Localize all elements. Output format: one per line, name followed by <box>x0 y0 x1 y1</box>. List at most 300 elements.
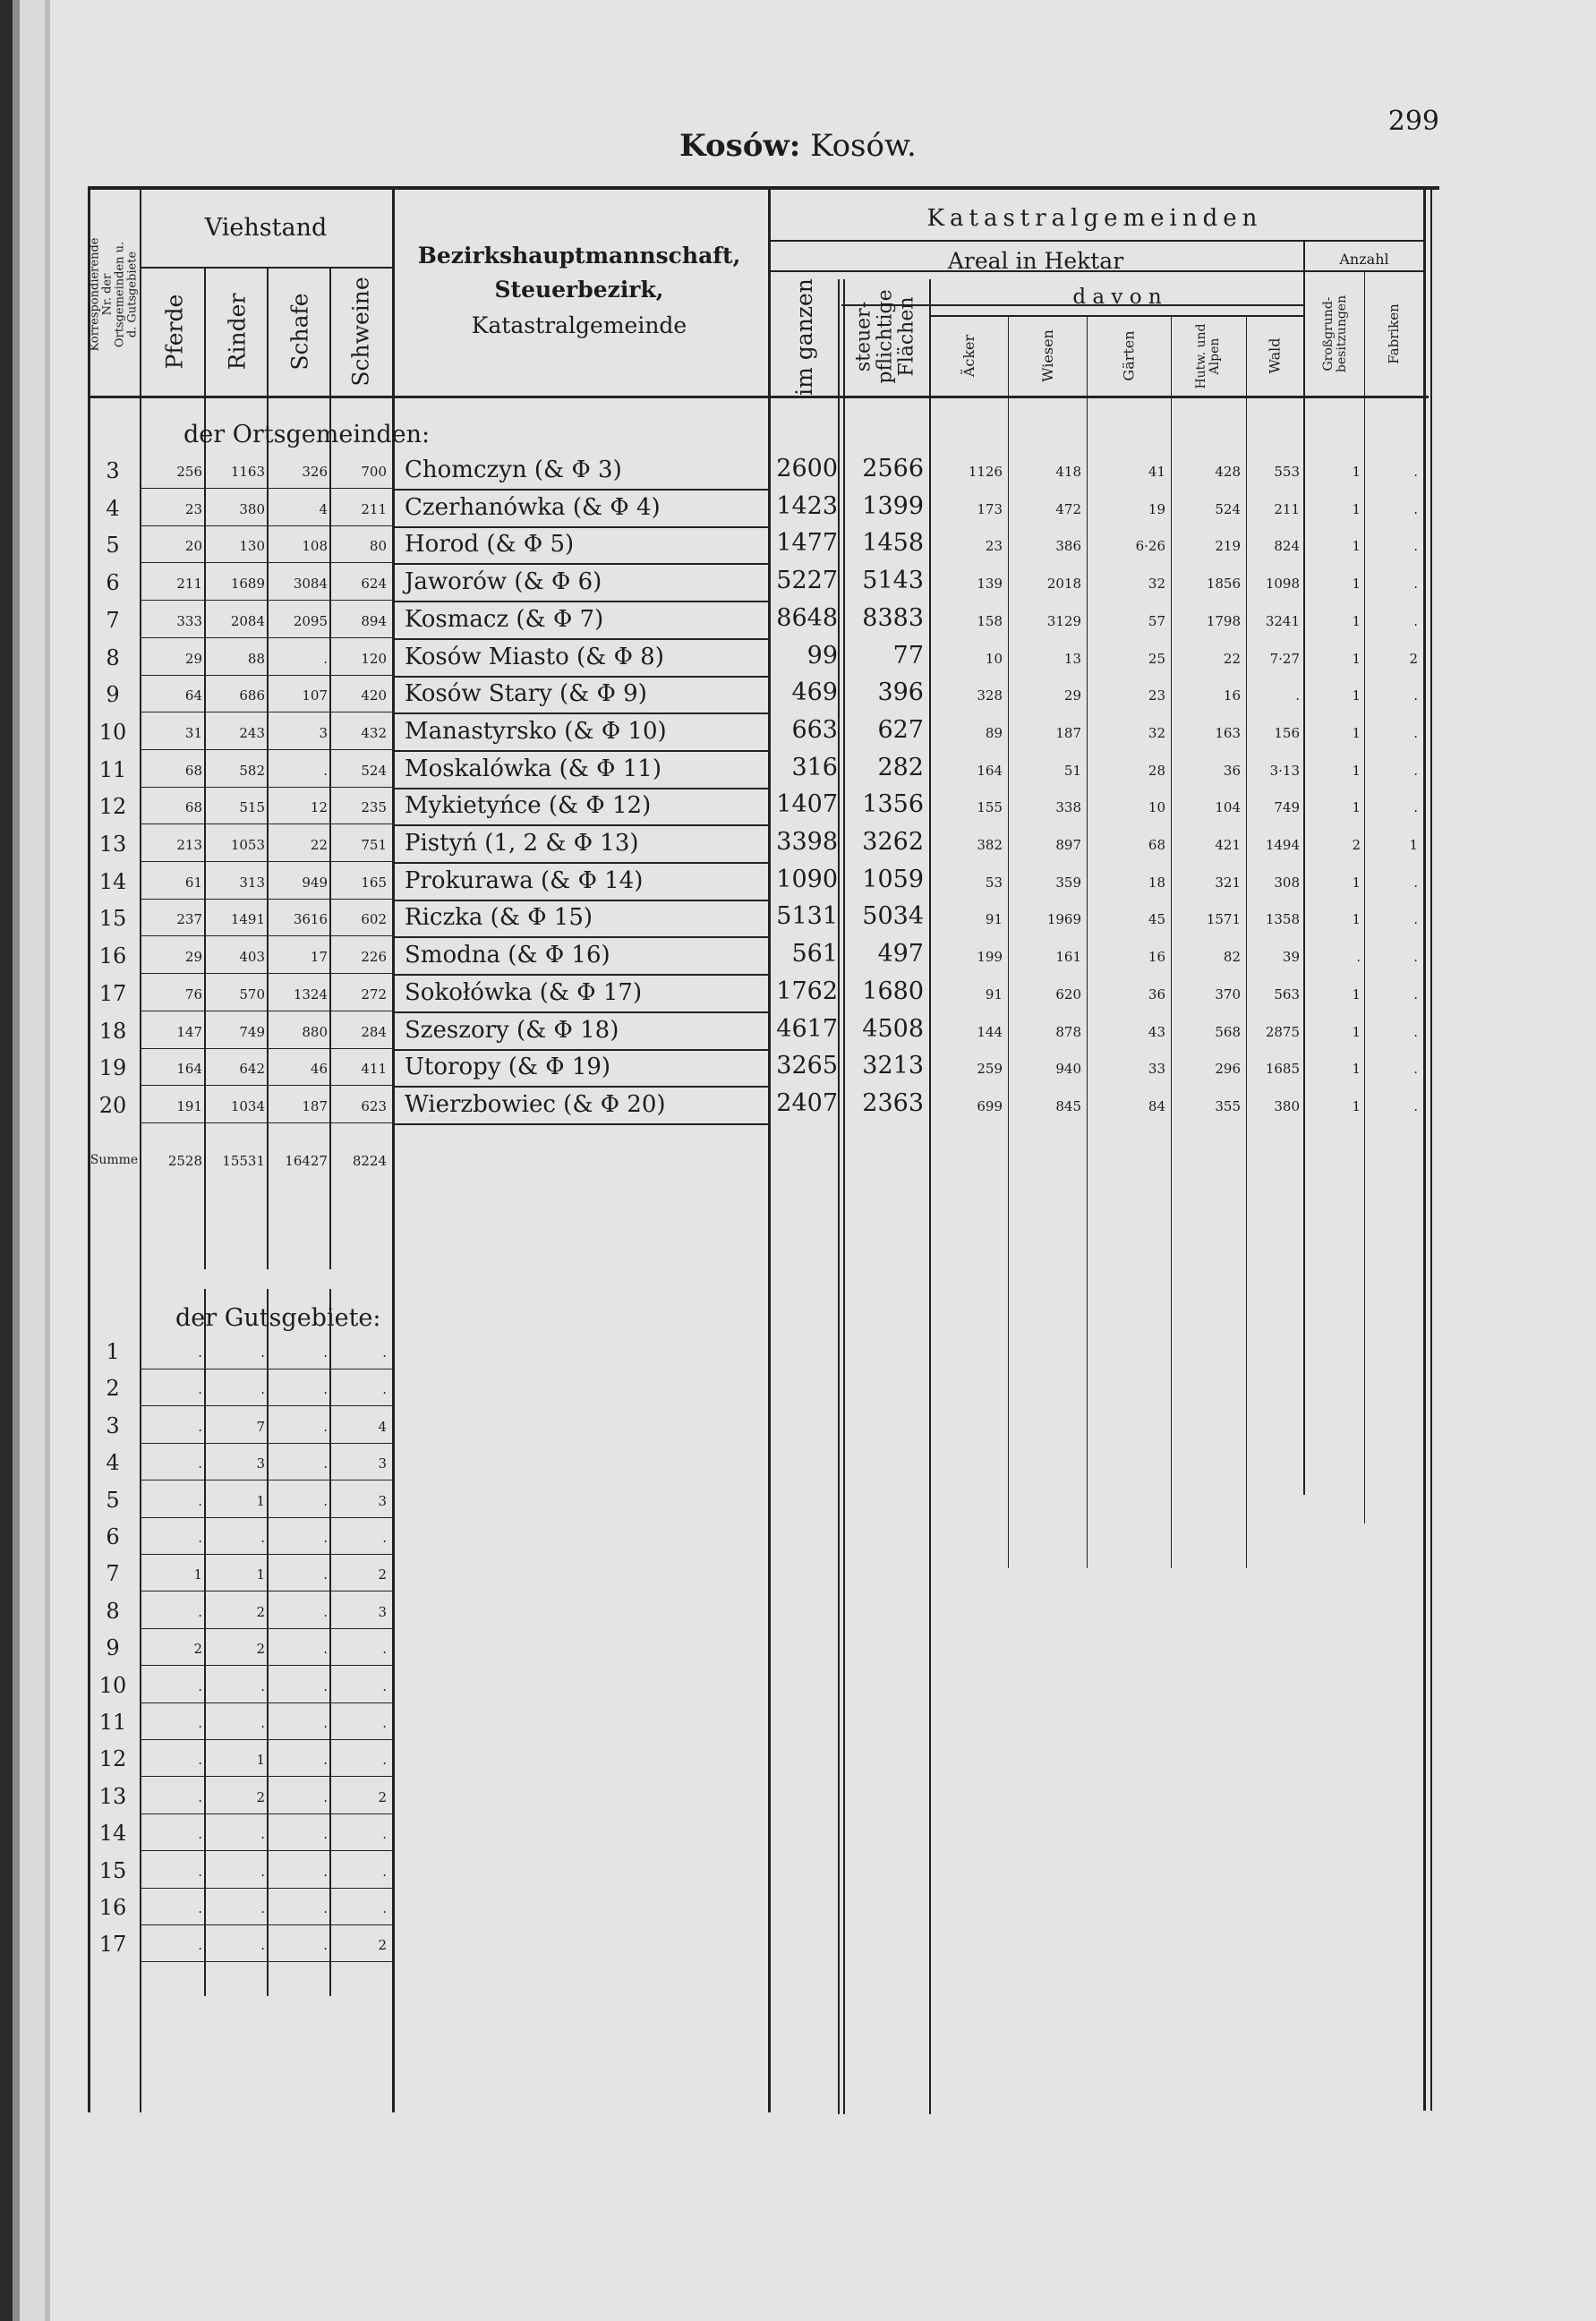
guts-schafe: . <box>323 1789 328 1805</box>
areal-im_ganzen: 469 <box>791 678 838 706</box>
viehstand-pferde: 68 <box>184 799 202 815</box>
katastralgemeinde-name: Prokurawa (& Φ 14) <box>405 867 644 894</box>
areal-acker: 259 <box>977 1061 1003 1077</box>
row-rule <box>394 1049 768 1051</box>
guts-schweine: . <box>382 1826 387 1842</box>
areal-steuer: 5143 <box>862 567 924 594</box>
row-number: 6 <box>106 570 120 595</box>
section-ortsgemeinden: der Ortsgemeinden: <box>183 421 431 448</box>
guts-schweine: 4 <box>378 1419 387 1435</box>
guts-row-number: 15 <box>98 1858 127 1883</box>
katastralgemeinde-name: Chomczyn (& Φ 3) <box>405 457 622 483</box>
guts-rinder: . <box>260 1678 265 1694</box>
areal-wiesen: 620 <box>1055 986 1081 1003</box>
areal-wiesen: 51 <box>1063 763 1081 779</box>
guts-row-number: 9 <box>106 1635 120 1660</box>
areal-wiesen: 878 <box>1055 1024 1081 1040</box>
guts-pferde: . <box>198 1493 202 1509</box>
guts-row-number: 3 <box>106 1413 120 1438</box>
viehstand-schafe: 46 <box>310 1061 328 1077</box>
areal-fabriken: . <box>1413 613 1418 629</box>
row-number: 18 <box>98 1019 127 1044</box>
viehstand-schafe: 1324 <box>293 986 328 1003</box>
viehstand-schafe: . <box>323 763 328 779</box>
areal-acker: 328 <box>977 687 1003 704</box>
viehstand-schweine: 235 <box>361 799 387 815</box>
guts-schweine: . <box>382 1344 387 1361</box>
guts-pferde: . <box>198 1455 202 1472</box>
areal-wald: 553 <box>1274 464 1300 480</box>
guts-pferde: . <box>198 1678 202 1694</box>
guts-row-number: 7 <box>106 1561 120 1586</box>
areal-acker: 1126 <box>968 464 1003 480</box>
areal-gross: 1 <box>1352 464 1361 480</box>
viehstand-pferde: 147 <box>176 1024 202 1040</box>
areal-wiesen: 338 <box>1055 799 1081 815</box>
viehstand-schweine: 751 <box>361 837 387 853</box>
areal-fabriken: . <box>1413 538 1418 554</box>
row-number: 15 <box>98 906 127 931</box>
katastralgemeinde-name: Manastyrsko (& Φ 10) <box>405 718 667 745</box>
areal-im_ganzen: 99 <box>807 642 838 670</box>
viehstand-pferde: 164 <box>176 1061 202 1077</box>
header-schweine: Schweine <box>347 276 374 387</box>
book-binding <box>0 0 45 2321</box>
guts-schafe: . <box>323 1566 328 1583</box>
guts-schweine: 3 <box>378 1455 387 1472</box>
viehstand-pferde: 64 <box>184 687 202 704</box>
row-number: 5 <box>106 533 120 558</box>
viehstand-schafe: 3616 <box>293 911 328 927</box>
row-number: 20 <box>98 1093 127 1118</box>
areal-acker: 158 <box>977 613 1003 629</box>
summe-pferde: 2528 <box>167 1153 202 1169</box>
katastralgemeinde-name: Riczka (& Φ 15) <box>405 904 593 931</box>
areal-hutw: 219 <box>1215 538 1241 554</box>
guts-schafe: . <box>323 1530 328 1546</box>
areal-gaerten: 25 <box>1148 651 1165 667</box>
row-number: 13 <box>98 832 127 857</box>
areal-acker: 164 <box>977 763 1003 779</box>
viehstand-rinder: 686 <box>239 687 265 704</box>
areal-wald: 563 <box>1274 986 1300 1003</box>
areal-wald: 1494 <box>1265 837 1300 853</box>
areal-steuer: 4508 <box>862 1015 924 1043</box>
areal-gaerten: 19 <box>1148 501 1165 517</box>
header-wald: Wald <box>1266 337 1284 374</box>
summe-label: Summe <box>90 1153 139 1167</box>
row-rule <box>140 562 392 563</box>
areal-im_ganzen: 2407 <box>776 1089 838 1117</box>
viehstand-pferde: 23 <box>184 501 202 517</box>
areal-wald: 7·27 <box>1269 651 1300 667</box>
row-rule <box>394 1011 768 1013</box>
viehstand-schafe: 949 <box>302 875 328 891</box>
row-number: 4 <box>106 496 120 521</box>
areal-im_ganzen: 1762 <box>776 977 838 1005</box>
viehstand-rinder: 1689 <box>230 576 265 592</box>
header-gaerten: Gärten <box>1120 330 1138 381</box>
rule <box>392 188 395 2112</box>
guts-schafe: . <box>323 1864 328 1880</box>
viehstand-rinder: 642 <box>239 1061 265 1077</box>
viehstand-schweine: 432 <box>361 725 387 741</box>
katastralgemeinde-name: Czerhanówka (& Φ 4) <box>405 494 661 521</box>
guts-schweine: . <box>382 1678 387 1694</box>
guts-schafe: . <box>323 1752 328 1768</box>
areal-fabriken: . <box>1413 986 1418 1003</box>
guts-rinder: . <box>260 1381 265 1397</box>
areal-steuer: 1356 <box>862 790 924 818</box>
katastralgemeinde-name: Jaworów (& Φ 6) <box>405 568 602 595</box>
row-rule <box>140 1888 392 1889</box>
guts-row-number: 14 <box>98 1821 127 1846</box>
areal-gross: 2 <box>1352 837 1361 853</box>
guts-row-number: 10 <box>98 1673 127 1698</box>
areal-wiesen: 359 <box>1055 875 1081 891</box>
areal-im_ganzen: 5131 <box>776 902 838 930</box>
areal-wald: 308 <box>1274 875 1300 891</box>
guts-schweine: . <box>382 1641 387 1657</box>
areal-acker: 139 <box>977 576 1003 592</box>
areal-steuer: 3213 <box>862 1052 924 1079</box>
row-rule <box>140 637 392 638</box>
viehstand-rinder: 313 <box>239 875 265 891</box>
areal-hutw: 82 <box>1223 949 1241 965</box>
row-rule <box>140 1443 392 1444</box>
areal-gross: 1 <box>1352 1098 1361 1114</box>
areal-acker: 91 <box>985 911 1003 927</box>
viehstand-schafe: 880 <box>302 1024 328 1040</box>
areal-acker: 699 <box>977 1098 1003 1114</box>
guts-rinder: . <box>260 1715 265 1731</box>
areal-steuer: 2566 <box>862 455 924 482</box>
viehstand-rinder: 88 <box>247 651 265 667</box>
areal-acker: 23 <box>985 538 1003 554</box>
row-rule <box>140 1665 392 1666</box>
row-number: 14 <box>98 869 127 894</box>
areal-wiesen: 386 <box>1055 538 1081 554</box>
viehstand-rinder: 570 <box>239 986 265 1003</box>
areal-fabriken: . <box>1413 875 1418 891</box>
guts-row-number: 2 <box>106 1376 120 1401</box>
row-rule <box>394 563 768 565</box>
areal-steuer: 8383 <box>862 604 924 632</box>
katastralgemeinde-name: Horod (& Φ 5) <box>405 531 575 558</box>
areal-fabriken: . <box>1413 1024 1418 1040</box>
viehstand-pferde: 213 <box>176 837 202 853</box>
areal-im_ganzen: 1090 <box>776 866 838 893</box>
rule <box>838 279 840 2114</box>
areal-wald: 3241 <box>1265 613 1300 629</box>
guts-rinder: 3 <box>256 1455 265 1472</box>
areal-acker: 173 <box>977 501 1003 517</box>
header-im-ganzen: im ganzen <box>790 277 817 396</box>
row-rule <box>394 936 768 938</box>
page-title: Kosów: Kosów. <box>679 128 917 164</box>
areal-hutw: 355 <box>1215 1098 1241 1114</box>
rule <box>88 186 1439 190</box>
row-rule <box>394 601 768 602</box>
guts-schafe: . <box>323 1715 328 1731</box>
guts-pferde: . <box>198 1789 202 1805</box>
rule <box>1364 270 1365 1523</box>
viehstand-schweine: 623 <box>361 1098 387 1114</box>
viehstand-rinder: 2084 <box>230 613 265 629</box>
viehstand-schafe: 4 <box>319 501 328 517</box>
areal-gaerten: 18 <box>1148 875 1165 891</box>
areal-gross: 1 <box>1352 875 1361 891</box>
areal-fabriken: . <box>1413 763 1418 779</box>
viehstand-rinder: 582 <box>239 763 265 779</box>
guts-schafe: . <box>323 1344 328 1361</box>
header-steuerpflichtig: steuer- pflichtige Flächen <box>853 289 918 384</box>
guts-schafe: . <box>323 1493 328 1509</box>
guts-schweine: . <box>382 1381 387 1397</box>
areal-hutw: 370 <box>1215 986 1241 1003</box>
row-number: 11 <box>98 757 127 782</box>
guts-row-number: 6 <box>106 1524 120 1549</box>
areal-wiesen: 940 <box>1055 1061 1081 1077</box>
row-number: 10 <box>98 720 127 745</box>
viehstand-rinder: 1053 <box>230 837 265 853</box>
guts-schafe: . <box>323 1604 328 1620</box>
viehstand-pferde: 68 <box>184 763 202 779</box>
row-rule <box>140 1048 392 1049</box>
areal-steuer: 2363 <box>862 1089 924 1117</box>
areal-im_ganzen: 3398 <box>776 828 838 856</box>
row-rule <box>394 1123 768 1125</box>
areal-wald: 2875 <box>1265 1024 1300 1040</box>
areal-im_ganzen: 1477 <box>776 529 838 557</box>
areal-im_ganzen: 5227 <box>776 567 838 594</box>
summe-schweine: 8224 <box>352 1153 387 1169</box>
areal-steuer: 1458 <box>862 529 924 557</box>
guts-rinder: 2 <box>256 1789 265 1805</box>
viehstand-schafe: 22 <box>310 837 328 853</box>
areal-wald: 156 <box>1274 725 1300 741</box>
rule <box>140 188 141 2112</box>
header-viehstand: Viehstand <box>204 214 328 242</box>
viehstand-schafe: . <box>323 651 328 667</box>
areal-wald: 39 <box>1282 949 1300 965</box>
katastralgemeinde-name: Pistyń (1, 2 & Φ 13) <box>405 830 639 857</box>
guts-pferde: . <box>198 1752 202 1768</box>
areal-wiesen: 418 <box>1055 464 1081 480</box>
row-rule <box>394 713 768 714</box>
header-bezirk-1: Bezirkshauptmannschaft, <box>417 243 741 269</box>
areal-gross: 1 <box>1352 911 1361 927</box>
areal-fabriken: . <box>1413 687 1418 704</box>
viehstand-pferde: 211 <box>176 576 202 592</box>
row-rule <box>140 600 392 601</box>
areal-gaerten: 57 <box>1148 613 1165 629</box>
areal-gross: 1 <box>1352 651 1361 667</box>
areal-fabriken: . <box>1413 501 1418 517</box>
header-korrespondierende: Korrespondierende Nr. der Ortsgemeinden u. d. Gutsgebiete <box>88 237 140 352</box>
row-rule <box>140 935 392 936</box>
guts-rinder: . <box>260 1826 265 1842</box>
guts-schafe: . <box>323 1381 328 1397</box>
areal-im_ganzen: 3265 <box>776 1052 838 1079</box>
areal-im_ganzen: 1423 <box>776 492 838 520</box>
areal-wiesen: 187 <box>1055 725 1081 741</box>
row-rule <box>140 1122 392 1123</box>
guts-pferde: . <box>198 1715 202 1731</box>
header-fabriken: Fabriken <box>1386 303 1402 364</box>
areal-steuer: 3262 <box>862 828 924 856</box>
katastralgemeinde-name: Szeszory (& Φ 18) <box>405 1017 619 1044</box>
viehstand-rinder: 130 <box>239 538 265 554</box>
areal-steuer: 627 <box>877 716 924 744</box>
areal-wiesen: 3129 <box>1046 613 1081 629</box>
viehstand-pferde: 237 <box>176 911 202 927</box>
katastralgemeinde-name: Moskalówka (& Φ 11) <box>405 755 661 782</box>
row-rule <box>140 1961 392 1962</box>
guts-row-number: 8 <box>106 1599 120 1624</box>
areal-acker: 199 <box>977 949 1003 965</box>
viehstand-rinder: 515 <box>239 799 265 815</box>
row-rule <box>140 1850 392 1851</box>
areal-hutw: 36 <box>1223 763 1241 779</box>
viehstand-schweine: 524 <box>361 763 387 779</box>
areal-gaerten: 28 <box>1148 763 1165 779</box>
viehstand-schweine: 602 <box>361 911 387 927</box>
areal-hutw: 163 <box>1215 725 1241 741</box>
guts-pferde: . <box>198 1381 202 1397</box>
viehstand-rinder: 1163 <box>230 464 265 480</box>
viehstand-schafe: 3084 <box>293 576 328 592</box>
areal-gross: 1 <box>1352 613 1361 629</box>
areal-gross: 1 <box>1352 763 1361 779</box>
katastralgemeinde-name: Smodna (& Φ 16) <box>405 942 610 969</box>
guts-row-number: 17 <box>98 1932 127 1957</box>
areal-wiesen: 29 <box>1063 687 1081 704</box>
areal-hutw: 421 <box>1215 837 1241 853</box>
areal-acker: 53 <box>985 875 1003 891</box>
areal-steuer: 497 <box>877 940 924 968</box>
viehstand-pferde: 29 <box>184 651 202 667</box>
row-rule <box>394 676 768 678</box>
row-rule <box>394 750 768 752</box>
header-bezirk-2: Steuerbezirk, <box>494 277 664 303</box>
guts-rinder: . <box>260 1344 265 1361</box>
guts-rinder: 1 <box>256 1752 265 1768</box>
row-number: 12 <box>98 794 127 819</box>
row-number: 9 <box>106 682 120 707</box>
header-areal: Areal in Hektar <box>947 248 1124 274</box>
areal-wiesen: 2018 <box>1046 576 1081 592</box>
areal-im_ganzen: 4617 <box>776 1015 838 1043</box>
summe-schafe: 16427 <box>285 1153 328 1169</box>
guts-schweine: 3 <box>378 1604 387 1620</box>
header-katastralgemeinden: Katastralgemeinden <box>926 205 1263 232</box>
guts-schafe: . <box>323 1419 328 1435</box>
viehstand-schweine: 120 <box>361 651 387 667</box>
row-rule <box>140 1369 392 1370</box>
row-rule <box>140 488 392 489</box>
areal-hutw: 16 <box>1223 687 1241 704</box>
guts-pferde: . <box>198 1530 202 1546</box>
viehstand-rinder: 1491 <box>230 911 265 927</box>
areal-steuer: 1680 <box>862 977 924 1005</box>
header-schafe: Schafe <box>286 292 313 371</box>
viehstand-schafe: 2095 <box>293 613 328 629</box>
row-rule <box>140 1085 392 1086</box>
areal-gross: 1 <box>1352 986 1361 1003</box>
areal-fabriken: . <box>1413 911 1418 927</box>
areal-gaerten: 23 <box>1148 687 1165 704</box>
areal-wiesen: 1969 <box>1046 911 1081 927</box>
areal-acker: 144 <box>977 1024 1003 1040</box>
areal-hutw: 104 <box>1215 799 1241 815</box>
guts-schweine: 2 <box>378 1789 387 1805</box>
row-rule <box>140 1776 392 1777</box>
areal-gaerten: 16 <box>1148 949 1165 965</box>
areal-wiesen: 161 <box>1055 949 1081 965</box>
rule <box>88 396 1429 398</box>
areal-gaerten: 84 <box>1148 1098 1165 1114</box>
areal-fabriken: . <box>1413 725 1418 741</box>
areal-hutw: 22 <box>1223 651 1241 667</box>
row-number: 8 <box>106 645 120 670</box>
areal-gaerten: 6·26 <box>1135 538 1165 554</box>
guts-schafe: . <box>323 1455 328 1472</box>
areal-fabriken: . <box>1413 464 1418 480</box>
viehstand-schafe: 108 <box>302 538 328 554</box>
areal-hutw: 524 <box>1215 501 1241 517</box>
areal-steuer: 1059 <box>862 866 924 893</box>
areal-gross: 1 <box>1352 1024 1361 1040</box>
viehstand-schweine: 80 <box>369 538 387 554</box>
viehstand-rinder: 1034 <box>230 1098 265 1114</box>
katastralgemeinde-name: Mykietyńce (& Φ 12) <box>405 792 652 819</box>
areal-gross: . <box>1356 949 1361 965</box>
header-wiesen: Wiesen <box>1038 329 1056 382</box>
areal-steuer: 77 <box>892 642 924 670</box>
row-rule <box>394 526 768 528</box>
areal-gaerten: 68 <box>1148 837 1165 853</box>
guts-pferde: . <box>198 1864 202 1880</box>
header-bezirk-3: Katastralgemeinde <box>471 312 687 338</box>
katastralgemeinde-name: Kosmacz (& Φ 7) <box>405 606 604 633</box>
guts-rinder: 2 <box>256 1641 265 1657</box>
guts-row-number: 5 <box>106 1488 120 1513</box>
guts-row-number: 12 <box>98 1746 127 1771</box>
areal-wiesen: 472 <box>1055 501 1081 517</box>
areal-wald: 1358 <box>1265 911 1300 927</box>
rule <box>931 315 1303 317</box>
row-rule <box>140 1924 392 1925</box>
section-gutsgebiete: der Gutsgebiete: <box>175 1304 381 1332</box>
areal-im_ganzen: 8648 <box>776 604 838 632</box>
viehstand-pferde: 61 <box>184 875 202 891</box>
guts-pferde: . <box>198 1344 202 1361</box>
areal-fabriken: . <box>1413 949 1418 965</box>
guts-schafe: . <box>323 1678 328 1694</box>
viehstand-schweine: 700 <box>361 464 387 480</box>
row-rule <box>394 1086 768 1088</box>
rule <box>1303 270 1423 272</box>
guts-rinder: . <box>260 1530 265 1546</box>
guts-schweine: 3 <box>378 1493 387 1509</box>
areal-gross: 1 <box>1352 687 1361 704</box>
areal-wald: 3·13 <box>1269 763 1300 779</box>
row-rule <box>140 1405 392 1406</box>
guts-row-number: 16 <box>98 1895 127 1920</box>
row-rule <box>140 1517 392 1518</box>
guts-rinder: . <box>260 1864 265 1880</box>
